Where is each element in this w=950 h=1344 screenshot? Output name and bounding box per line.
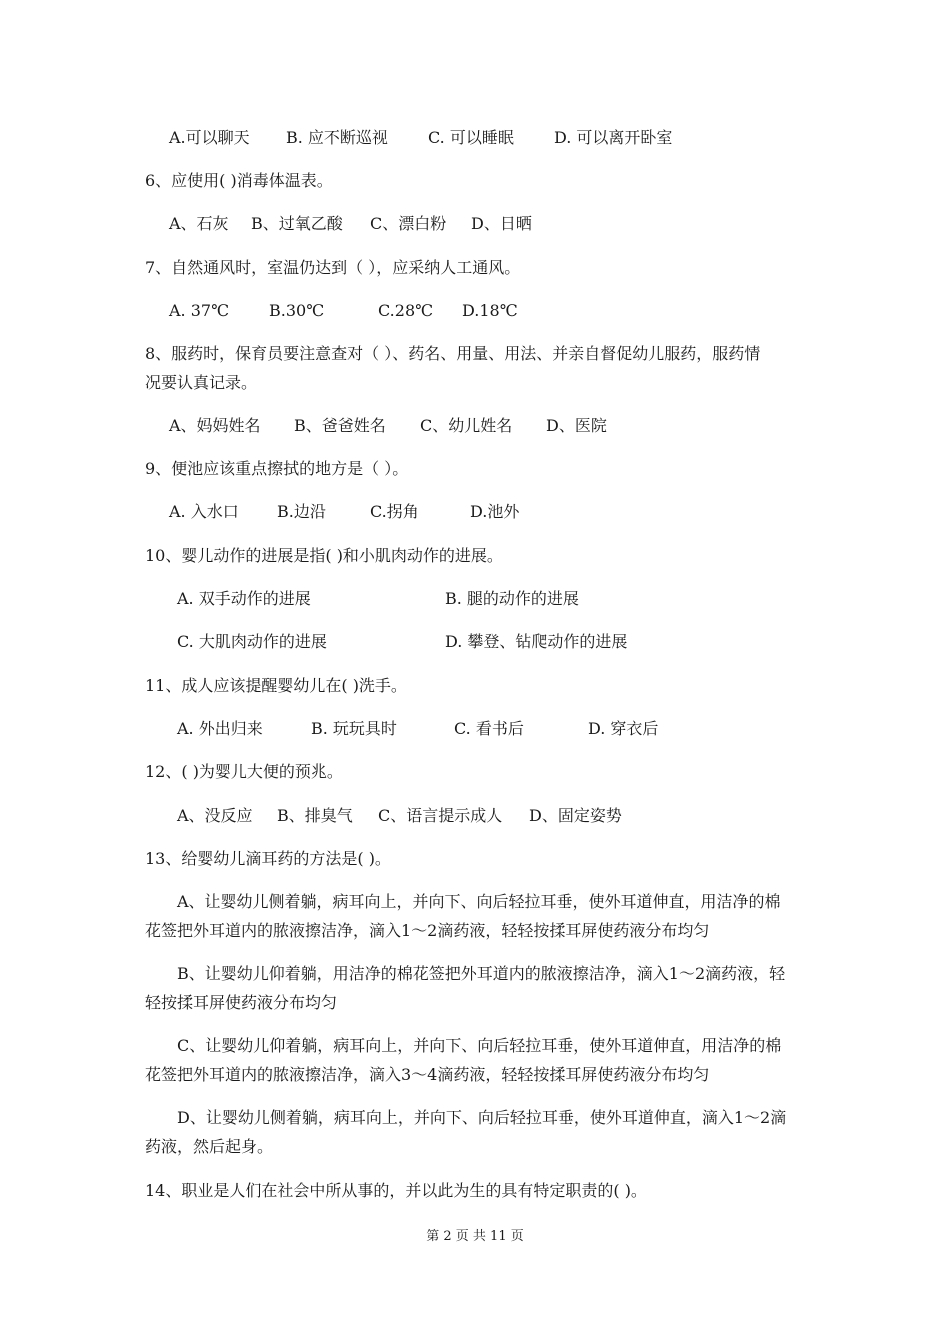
q13-option-c-line2: 花签把外耳道内的脓液擦洁净，滴入3～4滴药液，轻轻按揉耳屏使药液分布均匀	[145, 1065, 710, 1084]
q8-stem-line1: 8、服药时，保育员要注意查对（ ）、药名、用量、用法、并亲自督促幼儿服药，服药情	[145, 344, 761, 363]
q10-option-b: B. 腿的动作的进展	[445, 589, 579, 608]
q13-option-c-line1: C、让婴幼儿仰着躺，病耳向上，并向下、向后轻拉耳垂，使外耳道伸直，用洁净的棉	[177, 1036, 782, 1055]
q13-option-a-line1: A、让婴幼儿侧着躺，病耳向上，并向下、向后轻拉耳垂，使外耳道伸直，用洁净的棉	[177, 892, 781, 911]
q10-option-a: A. 双手动作的进展	[177, 589, 311, 608]
q6-option-d: D、日晒	[471, 214, 532, 233]
q9-stem: 9、便池应该重点擦拭的地方是（ ）。	[145, 459, 409, 478]
q8-option-a: A、妈妈姓名	[169, 416, 261, 435]
q8-stem-line2: 况要认真记录。	[145, 373, 258, 392]
q9-option-c: C.拐角	[370, 502, 419, 521]
q8-option-c: C、幼儿姓名	[420, 416, 513, 435]
q6-stem: 6、应使用( )消毒体温表。	[145, 171, 333, 190]
q10-stem: 10、婴儿动作的进展是指( )和小肌肉动作的进展。	[145, 546, 503, 565]
q5-option-a: A.可以聊天	[169, 128, 250, 147]
q9-option-a: A. 入水口	[169, 502, 239, 521]
q12-option-c: C、语言提示成人	[378, 806, 503, 825]
q8-option-d: D、医院	[546, 416, 607, 435]
q13-option-b-line1: B、让婴幼儿仰着躺，用洁净的棉花签把外耳道内的脓液擦洁净，滴入1～2滴药液，轻	[177, 964, 786, 983]
q10-option-d: D. 攀登、钻爬动作的进展	[445, 632, 628, 651]
q11-option-c: C. 看书后	[454, 719, 524, 738]
q7-option-c: C.28℃	[378, 301, 434, 320]
q7-option-b: B.30℃	[269, 301, 325, 320]
q12-option-a: A、没反应	[177, 806, 253, 825]
q13-stem: 13、给婴幼儿滴耳药的方法是( )。	[145, 849, 391, 868]
q5-option-c: C. 可以睡眠	[428, 128, 514, 147]
q8-option-b: B、爸爸姓名	[294, 416, 386, 435]
q6-option-c: C、漂白粉	[370, 214, 447, 233]
q11-option-a: A. 外出归来	[177, 719, 263, 738]
q7-stem: 7、自然通风时，室温仍达到（ ），应采纳人工通风。	[145, 258, 521, 277]
q11-stem: 11、成人应该提醒婴幼儿在( )洗手。	[145, 676, 407, 695]
q12-option-d: D、固定姿势	[529, 806, 622, 825]
q13-option-b-line2: 轻按揉耳屏使药液分布均匀	[145, 993, 338, 1012]
q13-option-a-line2: 花签把外耳道内的脓液擦洁净，滴入1～2滴药液，轻轻按揉耳屏使药液分布均匀	[145, 921, 710, 940]
q11-option-b: B. 玩玩具时	[311, 719, 397, 738]
q12-option-b: B、排臭气	[277, 806, 353, 825]
q14-stem: 14、职业是人们在社会中所从事的，并以此为生的具有特定职责的( )。	[145, 1181, 647, 1200]
q5-option-b: B. 应不断巡视	[286, 128, 388, 147]
q5-option-d: D. 可以离开卧室	[554, 128, 673, 147]
q9-option-b: B.边沿	[277, 502, 326, 521]
q7-option-a: A. 37℃	[169, 301, 229, 320]
q6-option-a: A、石灰	[169, 214, 229, 233]
q11-option-d: D. 穿衣后	[588, 719, 659, 738]
q13-option-d-line1: D、让婴幼儿侧着躺，病耳向上，并向下、向后轻拉耳垂，使外耳道伸直，滴入1～2滴	[177, 1108, 787, 1127]
q9-option-d: D.池外	[470, 502, 520, 521]
q6-option-b: B、过氧乙酸	[251, 214, 343, 233]
q13-option-d-line2: 药液，然后起身。	[145, 1137, 274, 1156]
page-footer: 第 2 页 共 11 页	[426, 1229, 524, 1244]
q10-option-c: C. 大肌肉动作的进展	[177, 632, 327, 651]
q7-option-d: D.18℃	[462, 301, 518, 320]
q12-stem: 12、( )为婴儿大便的预兆。	[145, 762, 343, 781]
